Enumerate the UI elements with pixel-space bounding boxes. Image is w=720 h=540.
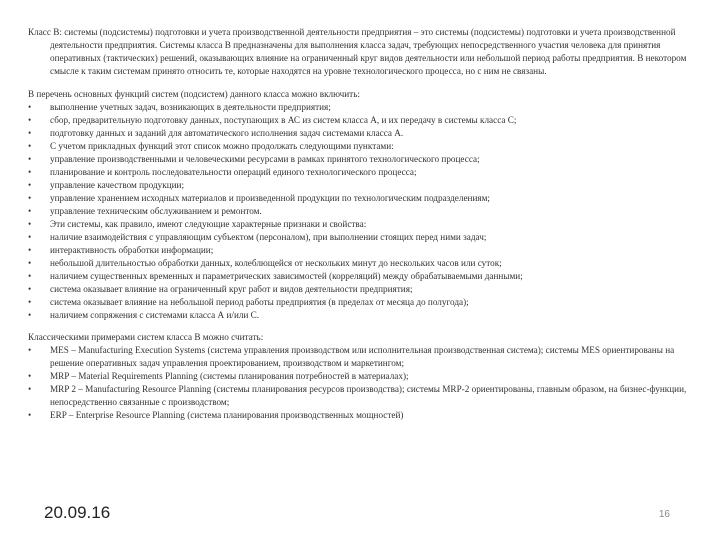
- bullet-icon: •: [28, 345, 32, 355]
- bullet-icon: •: [28, 102, 32, 112]
- bullet-icon: •: [28, 271, 32, 281]
- list-item-text: подготовку данных и заданий для автоматического исполнения задач системами класса А.: [50, 128, 404, 138]
- bullet-icon: •: [28, 258, 32, 268]
- paragraph-gap: [28, 78, 700, 88]
- list-item: [28, 257, 700, 270]
- list-item: [28, 127, 700, 140]
- list-item-text: выполнение учетных задач, возникающих в деятельности предприятия;: [50, 102, 331, 112]
- list-item: [28, 370, 700, 383]
- list-item-text: система оказывает влияние на ограниченный круг работ и видов деятельности предприятия;: [50, 284, 413, 294]
- list-item: [28, 270, 700, 283]
- page-number: 16: [658, 509, 670, 520]
- list-item-text: управление качеством продукции;: [50, 180, 185, 190]
- footer-date: 20.09.16: [44, 503, 111, 522]
- list-item-text: Эти системы, как правило, имеют следующие характерные признаки и свойства:: [50, 219, 367, 229]
- bullet-icon: •: [28, 206, 32, 216]
- list-item: [28, 101, 700, 114]
- list-item-text: управление хранением исходных материалов и произведенной продукции по технологическим подразделениям;: [50, 193, 490, 203]
- list-item: [28, 166, 700, 179]
- list-item-text: наличием существенных временных и параметрических зависимостей (корреляций) между обрабатываемыми данными;: [50, 271, 523, 281]
- list-item-text: небольшой длительностью обработки данных, колеблющейся от нескольких минут до нескольких часов или суток;: [50, 258, 502, 268]
- bullet-icon: •: [28, 232, 32, 242]
- list-item-text: С учетом прикладных функций этот список можно продолжать следующими пунктами:: [50, 141, 394, 151]
- list-item: [28, 205, 700, 218]
- class-b-definition: Класс B: системы (подсистемы) подготовки и учета производственной деятельности предприятия – это системы (подсистемы) подготовки и учета производственной деятельности предприятия. Системы класса B предназначены для выполнения класса задач, требующих непосредственного участия человека для принятия оперативных (тактических) решений, оказывающих влияние на ограниченный круг видов деятельности или небольшой период работы предприятия. В некотором смысле к таким системам принято относить те, которые находятся на уровне технологического процесса, но с ним не связаны.: [28, 27, 687, 76]
- list-item: [28, 179, 700, 192]
- bullet-icon: •: [28, 310, 32, 320]
- list-item: [28, 153, 700, 166]
- list-item-text: наличием сопряжения с системами класса А и/или С.: [50, 310, 260, 320]
- bullet-icon: •: [28, 371, 32, 381]
- examples-list: [28, 344, 700, 422]
- list-item: [28, 309, 700, 322]
- list-item: [28, 192, 700, 205]
- list-item-text: MRP 2 – Manufacturing Resource Planning (системы планирования ресурсов производства); системы MRP-2 ориентированы, главным образом, на бизнес-функции, непосредственно связанные с производством;: [50, 384, 687, 407]
- list-item: [28, 244, 700, 257]
- list-item-text: управление производственными и человеческими ресурсами в рамках принятого технологического процесса;: [50, 154, 480, 164]
- list-item-text: MRP – Material Requirements Planning (системы планирования потребностей в материалах);: [50, 371, 409, 381]
- bullet-icon: •: [28, 410, 32, 420]
- list-item: [28, 140, 700, 153]
- bullet-icon: •: [28, 219, 32, 229]
- bullet-icon: •: [28, 193, 32, 203]
- paragraph-gap: [28, 322, 700, 331]
- bullet-icon: •: [28, 167, 32, 177]
- list-item-text: планирование и контроль последовательности операций единого технологического процесса;: [50, 167, 417, 177]
- list-item: [28, 383, 700, 409]
- slide-content: [28, 26, 700, 422]
- list-item-text: MES – Manufacturing Execution Systems (система управления производством или исполнительная производственная система); системы MES ориентированы на решение оперативных задач управления проектированием, производством и маркетингом;: [50, 345, 675, 368]
- functions-list: [28, 101, 700, 322]
- bullet-icon: •: [28, 384, 32, 394]
- bullet-icon: •: [28, 115, 32, 125]
- list-item: [28, 231, 700, 244]
- list-item-text: наличие взаимодействия с управляющим субъектом (персоналом), при выполнении стоящих перед ними задач;: [50, 232, 487, 242]
- list-item: [28, 296, 700, 309]
- bullet-icon: •: [28, 141, 32, 151]
- list-item: [28, 344, 700, 370]
- list-item-text: система оказывает влияние на небольшой период работы предприятия (в пределах от месяца до полугода);: [50, 297, 469, 307]
- list-item-text: управление техническим обслуживанием и ремонтом.: [50, 206, 262, 216]
- bullet-icon: •: [28, 154, 32, 164]
- bullet-icon: •: [28, 284, 32, 294]
- list-item-text: сбор, предварительную подготовку данных, поступающих в АС из систем класса А, и их передачу в системы класса С;: [50, 115, 517, 125]
- functions-intro: В перечень основных функций систем (подсистем) данного класса можно включить:: [28, 89, 360, 99]
- list-item: [28, 283, 700, 296]
- bullet-icon: •: [28, 128, 32, 138]
- list-item: [28, 218, 700, 231]
- bullet-icon: •: [28, 245, 32, 255]
- list-item: [28, 114, 700, 127]
- list-item-text: ERP – Enterprise Resource Planning (система планирования производственных мощностей): [50, 410, 404, 420]
- list-item: [28, 409, 700, 422]
- bullet-icon: •: [28, 180, 32, 190]
- list-item-text: интерактивность обработки информации;: [50, 245, 214, 255]
- bullet-icon: •: [28, 297, 32, 307]
- examples-intro: Классическими примерами систем класса B можно считать:: [28, 332, 264, 342]
